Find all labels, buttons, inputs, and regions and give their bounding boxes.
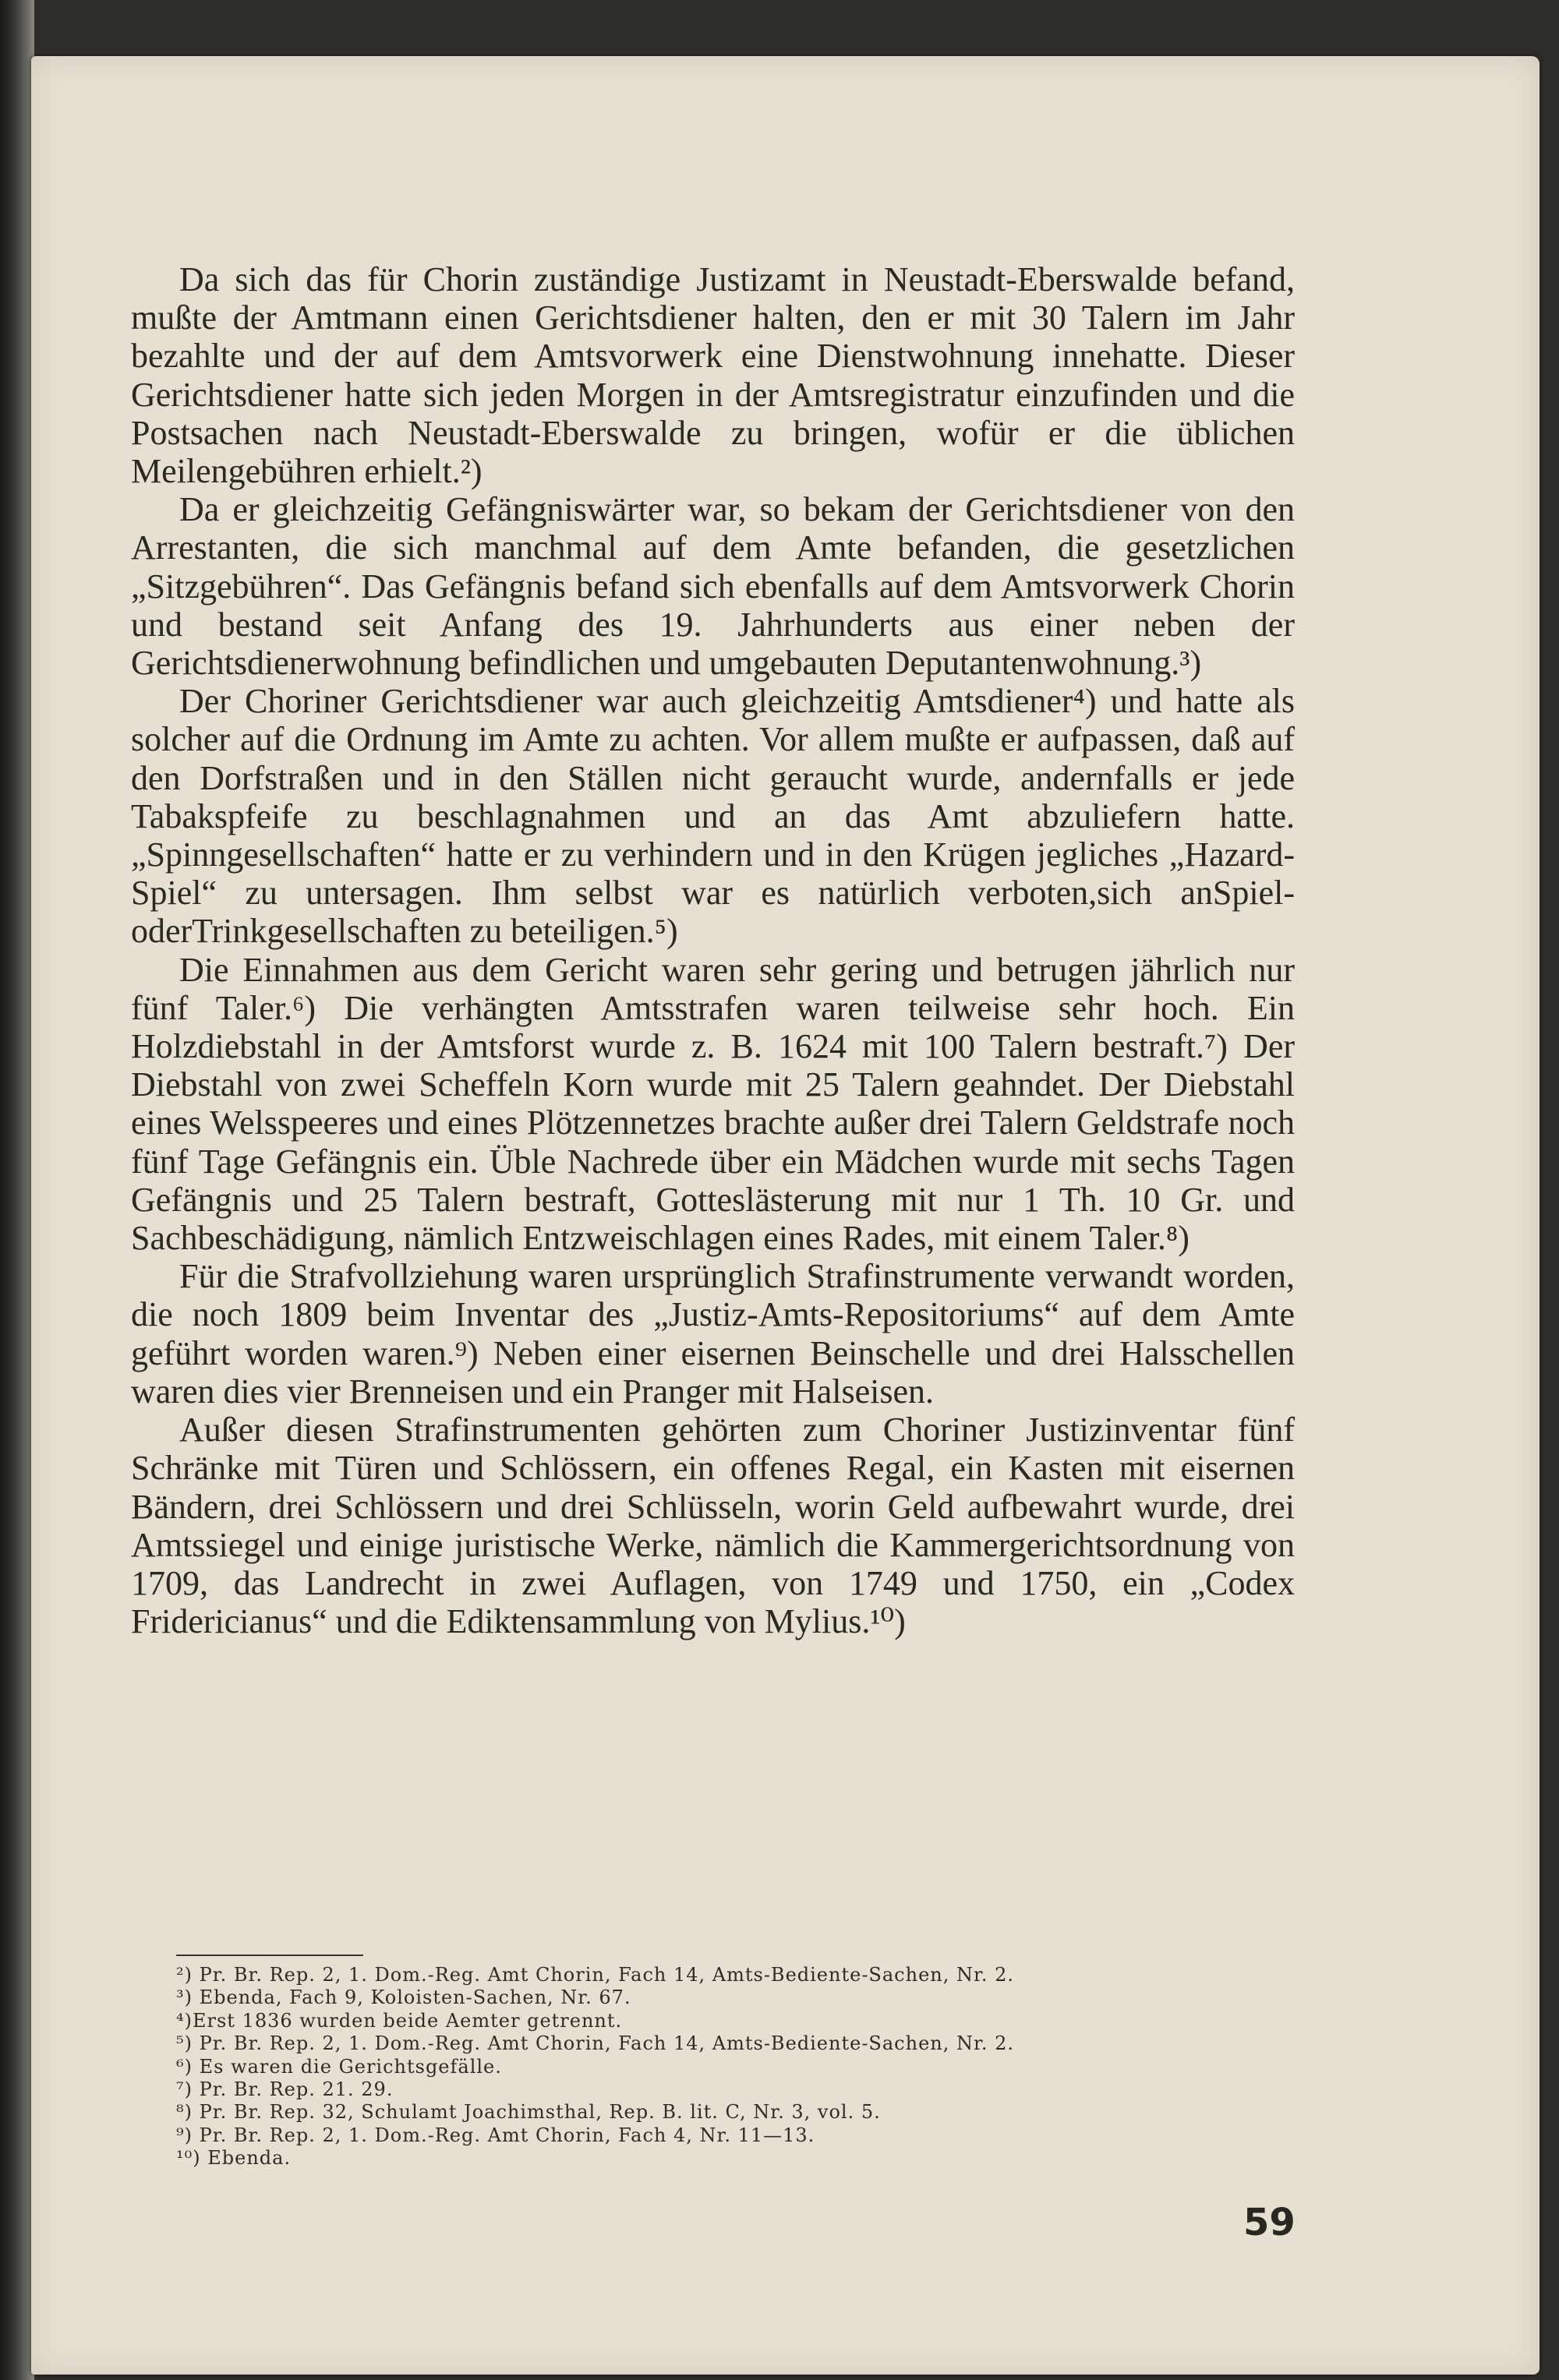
- page-number: 59: [1243, 2201, 1296, 2244]
- footnote: ²) Pr. Br. Rep. 2, 1. Dom.-Reg. Amt Chorin, Fach 14, Amts-Bediente-Sachen, Nr. 2.: [176, 1964, 1014, 1986]
- paragraph: Für die Strafvollziehung waren ursprünglich Strafinstrumente verwandt worden, die noch 1809 beim Inventar des „Justiz-Amts-Repositoriums“ auf dem Amte geführt worden waren.⁹) Neben einer eisernen Beinschelle und drei Halsschellen waren dies vier Brenneisen und ein Pranger mit Halseisen.: [131, 1257, 1295, 1411]
- footnote: ⁵) Pr. Br. Rep. 2, 1. Dom.-Reg. Amt Chorin, Fach 14, Amts-Bediente-Sachen, Nr. 2.: [176, 2032, 1014, 2055]
- book-page: [31, 56, 1540, 2375]
- paragraph: Die Einnahmen aus dem Gericht waren sehr gering und betrugen jährlich nur fünf Taler.⁶) Die verhängten Amtsstrafen waren teilweise sehr hoch. Ein Holzdiebstahl in der Amtsforst wurde z. B. 1624 mit 100 Talern bestraft.⁷) Der Diebstahl von zwei Scheffeln Korn wurde mit 25 Talern geahndet. Der Diebstahl eines Welsspeeres und eines Plötzennetzes brachte außer drei Talern Geldstrafe noch fünf Tage Gefängnis ein. Üble Nachrede über ein Mädchen wurde mit sechs Tagen Gefängnis und 25 Talern bestraft, Gotteslästerung mit nur 1 Th. 10 Gr. und Sachbeschädigung, nämlich Entzweischlagen eines Rades, mit einem Taler.⁸): [131, 950, 1295, 1258]
- footnotes: [176, 1964, 1306, 2170]
- footnote: ⁷) Pr. Br. Rep. 21. 29.: [176, 2078, 394, 2101]
- footnote: ³) Ebenda, Fach 9, Koloisten-Sachen, Nr. 67.: [176, 1986, 631, 2009]
- footnote: ⁴)Erst 1836 wurden beide Aemter getrennt.: [176, 2009, 623, 2032]
- book-spine-shadow: [0, 0, 34, 2380]
- paragraph: Da er gleichzeitig Gefängniswärter war, so bekam der Gerichtsdiener von den Arrestanten, die sich manchmal auf dem Amte befanden, die gesetzlichen „Sitzgebühren“. Das Gefängnis befand sich ebenfalls auf dem Amtsvorwerk Chorin und bestand seit Anfang des 19. Jahrhunderts aus einer neben der Gerichtsdienerwohnung befindlichen und umgebauten Deputantenwohnung.³): [131, 490, 1295, 683]
- footnote: ⁸) Pr. Br. Rep. 32, Schulamt Joachimsthal, Rep. B. lit. C, Nr. 3, vol. 5.: [176, 2101, 881, 2124]
- body-text: [131, 260, 1295, 1640]
- footnote: ⁹) Pr. Br. Rep. 2, 1. Dom.-Reg. Amt Chorin, Fach 4, Nr. 11—13.: [176, 2124, 815, 2146]
- paragraph: Der Choriner Gerichtsdiener war auch gleichzeitig Amtsdiener⁴) und hatte als solcher auf die Ordnung im Amte zu achten. Vor allem mußte er aufpassen, daß auf den Dorfstraßen und in den Ställen nicht geraucht wurde, andernfalls er jede Tabakspfeife zu beschlagnahmen und an das Amt abzuliefern hatte. „Spinngesellschaften“ hatte er zu verhindern und in den Krügen jegliches „Hazard-Spiel“ zu untersagen. Ihm selbst war es natürlich verboten,sich anSpiel- oderTrinkgesellschaften zu beteiligen.⁵): [131, 682, 1295, 951]
- footnote: ¹⁰) Ebenda.: [176, 2147, 292, 2170]
- footnote-divider: [176, 1954, 363, 1956]
- paragraph: Außer diesen Strafinstrumenten gehörten zum Choriner Justizinventar fünf Schränke mit Türen und Schlössern, ein offenes Regal, ein Kasten mit eisernen Bändern, drei Schlössern und drei Schlüsseln, worin Geld aufbewahrt wurde, drei Amtssiegel und einige juristische Werke, nämlich die Kammergerichtsordnung von 1709, das Landrecht in zwei Auflagen, von 1749 und 1750, ein „Codex Fridericianus“ und die Ediktensammlung von Mylius.¹⁰): [131, 1411, 1295, 1641]
- paragraph: Da sich das für Chorin zuständige Justizamt in Neustadt-Eberswalde befand, mußte der Amtmann einen Gerichtsdiener halten, den er mit 30 Talern im Jahr bezahlte und der auf dem Amtsvorwerk eine Dienstwohnung innehatte. Dieser Gerichtsdiener hatte sich jeden Morgen in der Amtsregistratur einzufinden und die Postsachen nach Neustadt-Eberswalde zu bringen, wofür er die üblichen Meilengebühren erhielt.²): [131, 260, 1295, 491]
- footnote: ⁶) Es waren die Gerichtsgefälle.: [176, 2055, 502, 2078]
